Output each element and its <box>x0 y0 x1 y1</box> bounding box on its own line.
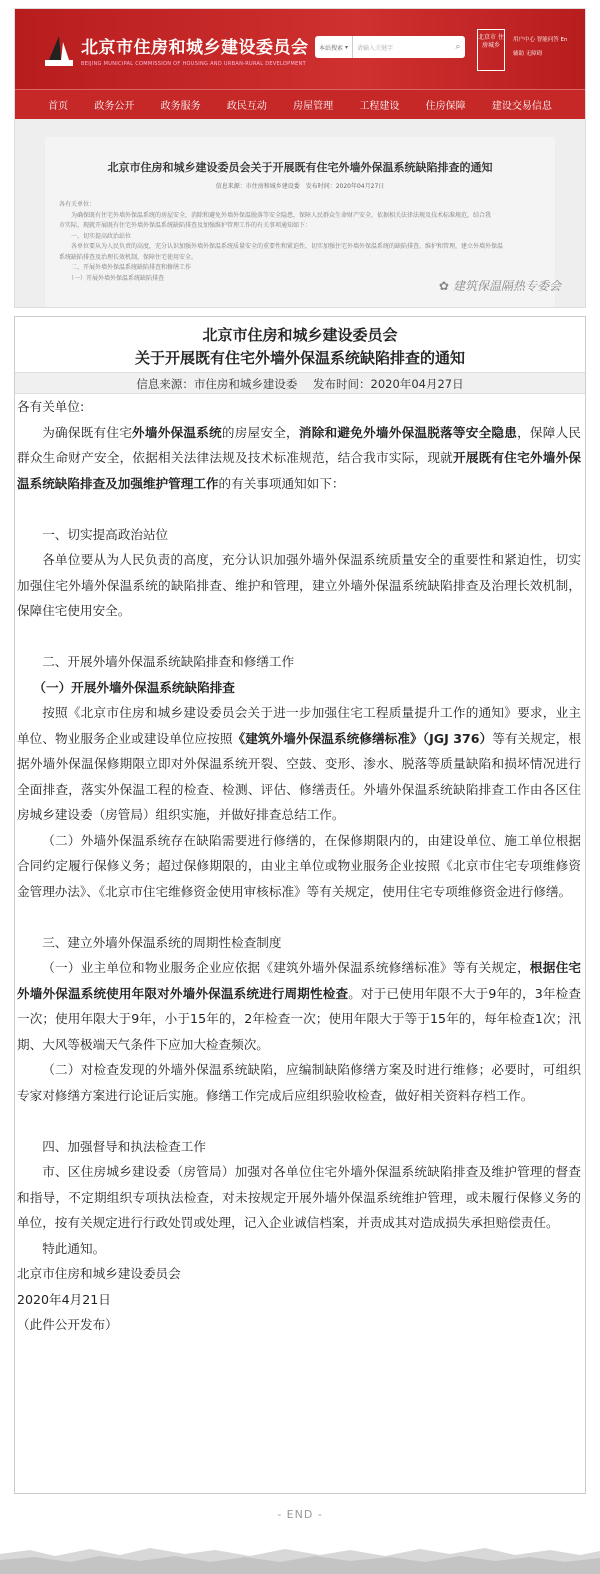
subsection-heading: （一）开展外墙外保温系统缺陷排查 <box>33 679 235 695</box>
preview-line: 为确保既有住宅外墙外保温系统的房屋安全，消除和避免外墙外保温脱落等安全隐患，保障人民群众生命财产安全，依据相关法律法规及技术标准规范，结合我 <box>59 211 492 219</box>
article-body <box>15 394 585 1338</box>
article-title: 北京市住房和城乡建设委员会 关于开展既有住宅外墙外保温系统缺陷排查的通知 <box>134 326 465 367</box>
link-user-center[interactable]: 用户中心 <box>513 37 536 43</box>
paragraph: 为确保既有住宅外墙外保温系统的房屋安全，消除和避免外墙外保温脱落等安全隐患，保障人民群众生命财产安全，依据相关法律法规及技术标准规范，结合我市实际，现就开展既有住宅外墙外保温系统缺陷排查及加强维护管理工作的有关事项通知如下： <box>17 424 582 491</box>
preview-line: 系统缺陷排查及治理长效机制，保障住宅使用安全。 <box>59 253 198 261</box>
wechat-icon: ✿ <box>438 278 449 293</box>
preview-line: （一）开展外墙外保温系统缺陷排查 <box>59 274 165 282</box>
header-links <box>513 33 568 62</box>
paragraph: （二）对检查发现的外墙外保温系统缺陷，应编制缺陷修缮方案及时进行维修；必要时，可组织专家对修缮方案进行论证后实施。修缮工作完成后应组织验收检查，做好相关资料存档工作。 <box>17 1062 581 1103</box>
nav-item[interactable]: 建设交易信息 <box>491 101 552 112</box>
website-screenshot <box>14 8 586 308</box>
torn-paper-edge <box>0 1540 600 1574</box>
link-accessibility[interactable]: 无障碍 <box>525 51 543 58</box>
paragraph: （二）外墙外保温系统存在缺陷需要进行修缮的，在保修期限内的，由建设单位、施工单位根据合同约定履行保修义务；超过保修期限的，由业主单位或物业服务企业按照《北京市住宅专项维修资金管理办法》、《北京市住宅维修资金使用审核标准》等有关规定，使用住宅专项维修资金进行修缮。 <box>17 832 581 899</box>
closing: 特此通知。 <box>42 1240 106 1256</box>
link-en[interactable]: En <box>560 37 568 43</box>
signature: 北京市住房和城乡建设委员会 <box>17 1266 181 1281</box>
site-header <box>15 9 585 89</box>
preview-title: 北京市住房和城乡建设委员会关于开展既有住宅外墙外保温系统缺陷排查的通知 <box>107 161 493 174</box>
site-subtitle: BEIJING MUNICIPAL COMMISSION OF HOUSING AND URBAN-RURAL DEVELOPMENT <box>81 61 306 67</box>
chevron-down-icon: ▾ <box>345 43 349 51</box>
search-scope-select[interactable]: 本站搜索 ▾ <box>315 36 353 58</box>
logo-icon <box>45 32 73 68</box>
search-box[interactable] <box>315 36 465 58</box>
nav-item[interactable]: 政务公开 <box>94 101 135 112</box>
search-input[interactable]: 请输入关键字 <box>357 44 394 52</box>
link-assist[interactable]: 辅助 <box>513 51 525 58</box>
section-heading: 三、建立外墙外保温系统的周期性检查制度 <box>42 934 282 950</box>
preview-line: 一、切实提高政治站位 <box>59 232 132 240</box>
preview-line: 市实际，现就开展既有住宅外墙外保温系统缺陷排查及加强维护管理工作的有关事项通知如下： <box>59 222 312 229</box>
section-heading: 二、开展外墙外保温系统缺陷排查和修缮工作 <box>42 654 295 669</box>
paragraph: 市、区住房城乡建设委（房管局）加强对各单位住宅外墙外保温系统缺陷排查及维护管理的督查和指导，不定期组织专项执法检查，对未按规定开展外墙外保温系统维护管理，或未履行保修义务的单位，按有关规定进行行政处罚或处理，记入企业诚信档案，并责成其对造成损失承担赔偿责任。 <box>17 1164 581 1230</box>
preview-line: 二、开展外墙外保温系统缺陷排查和修缮工作 <box>59 264 192 271</box>
link-smart-qa[interactable]: 智能问答 <box>536 37 559 43</box>
source: 信息来源：市住房和城乡建设委 <box>136 377 298 391</box>
paragraph: （一）业主单位和物业服务企业应依据《建筑外墙外保温系统修缮标准》等有关规定，根据住宅外墙外保温系统使用年限对外墙外保温系统进行周期性检查。对于已使用年限不大于9年的，3年检查一次；使用年限大于9年，小于15年的，2年检查一次；使用年限大于等于15年的，每年检查1次；汛期、大风等极端天气条件下应加大检查频次。 <box>17 960 582 1052</box>
paragraph: 按照《北京市住房和城乡建设委员会关于进一步加强住宅工程质量提升工作的通知》要求，业主单位、物业服务企业或建设单位应按照《建筑外墙外保温系统修缮标准》（JGJ 376）等有关规定，根据外墙外保温保修期限立即对外保温系统开裂、空鼓、变形、渗水、脱落等质量缺陷和损坏情况进行全面排查，落实外保温工程的检查、检测、评估、修缮责任。外墙外保温系统缺陷排查工作由各区住房城乡建设委（房管局）组织实施，并做好排查总结工作。 <box>17 705 582 822</box>
section-heading: 一、切实提高政治站位 <box>42 526 169 542</box>
publication-note: （此件公开发布） <box>17 1317 118 1332</box>
preview-meta: 信息来源：市住房和城乡建设委 发布时间：2020年04月27日 <box>215 183 385 190</box>
nav-item[interactable]: 住房保障 <box>425 101 466 112</box>
article-meta <box>15 372 585 394</box>
article-card <box>14 316 586 1494</box>
nav-item[interactable]: 首页 <box>48 101 69 112</box>
main-nav <box>15 89 585 119</box>
paragraph: 各单位要从为人民负责的高度，充分认识加强外墙外保温系统质量安全的重要性和紧迫性，切实加强住宅外墙外保温系统的缺陷排查、维护和管理，建立外墙外保温系统缺陷排查及治理长效机制，保障住宅使用安全。 <box>17 552 581 618</box>
nav-item[interactable]: 政民互动 <box>226 101 267 112</box>
search-icon[interactable]: ⌕ <box>455 42 461 52</box>
badge: 北京市 住房城乡 <box>477 29 505 71</box>
preview-line: 各有关单位： <box>59 201 96 208</box>
section-heading: 四、加强督导和执法检查工作 <box>42 1138 206 1154</box>
nav-item[interactable]: 房屋管理 <box>293 101 334 112</box>
preview-line: 各单位要从为人民负责的高度，充分认识加强外墙外保温系统质量安全的重要性和紧迫性，切实加强住宅外墙外保温系统的缺陷排查、维护和管理，建立外墙外保温 <box>59 243 504 250</box>
signature-date: 2020年4月21日 <box>17 1291 111 1307</box>
publish-date: 发布时间：2020年04月27日 <box>313 377 464 391</box>
watermark: ✿ 建筑保温隔热专委会 <box>438 278 561 293</box>
site-title: 北京市住房和城乡建设委员会 <box>81 38 309 58</box>
nav-item[interactable]: 工程建设 <box>359 101 400 112</box>
end-marker: - END - <box>277 1508 323 1521</box>
salutation: 各有关单位: <box>17 399 85 414</box>
nav-item[interactable]: 政务服务 <box>160 101 201 112</box>
